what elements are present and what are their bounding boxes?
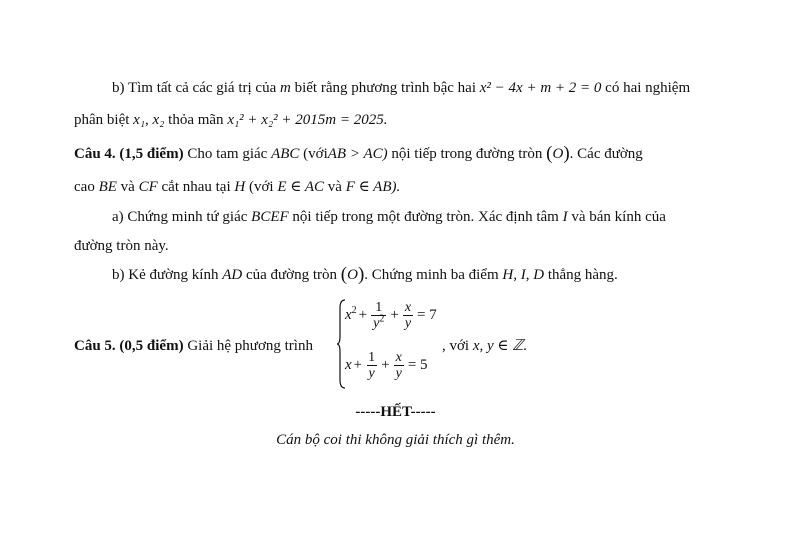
q3b-text: biết rằng phương trình bậc hai [294, 80, 477, 96]
q3b-text: phân biệt [74, 112, 130, 128]
var-m: m [279, 80, 291, 96]
q4-text: và [327, 179, 342, 195]
roots: x₁, x₂ [133, 112, 165, 128]
diameter-ad: AD [222, 267, 243, 283]
root-condition: x₁² + x₂² + 2015m = 2025. [227, 112, 388, 128]
numerator: x [404, 300, 412, 315]
f-in-ab: F ∈ AB). [345, 179, 401, 195]
q3b-line1 [112, 78, 690, 98]
q4b-label: b) Kẻ đường kính [112, 267, 219, 283]
e-in-ac: E ∈ AC [277, 179, 325, 195]
eq1-x2: $x^2$ [345, 305, 357, 323]
equation-system [337, 298, 457, 390]
altitude-be: BE [98, 179, 117, 195]
paren-close: ) [563, 143, 570, 164]
q5-text: , với [442, 338, 470, 354]
q4-text: Cho tam giác [187, 146, 268, 162]
q4-text: cắt nhau tại [161, 179, 231, 195]
q4-text: nội tiếp trong đường tròn [391, 146, 543, 162]
q4a-line2 [74, 236, 169, 256]
q4-text: (với [303, 146, 328, 162]
point-h: H [234, 179, 246, 195]
q4a-text: đường tròn này. [74, 238, 169, 254]
q5-line [74, 336, 313, 356]
paren-open: ( [546, 143, 553, 164]
eq2-rhs: = 5 [407, 357, 428, 373]
triangle-abc: ABC [271, 146, 300, 162]
equation-1 [345, 300, 439, 331]
q4a-text: nội tiếp trong một đường tròn. Xác định tâm [292, 209, 559, 225]
denominator: y [395, 366, 402, 381]
center-i: I [562, 209, 568, 225]
circle-o: O [552, 146, 564, 162]
q4a-line1 [112, 207, 666, 227]
q5-domain [442, 336, 527, 356]
q4-heading: Câu 4. (1,5 điểm) [74, 146, 184, 162]
numerator: x [395, 350, 402, 365]
denominator: y [368, 366, 375, 381]
denominator: y [404, 316, 412, 331]
domain-xy-z: x, y ∈ ℤ. [472, 338, 528, 354]
ineq-ab-ac: AB > AC) [327, 146, 388, 162]
fraction-x-over-y [403, 300, 413, 331]
q4-text: và [120, 179, 135, 195]
circle-o: O [347, 267, 358, 283]
q3b-line2 [74, 110, 388, 130]
q3b-label: b) Tìm tất cả các giá trị của [112, 80, 277, 96]
q4a-text: và bán kính của [571, 209, 666, 225]
fraction-1-over-y [366, 350, 377, 381]
fraction-x-over-y [394, 350, 404, 381]
end-marker: -----HẾT----- [355, 404, 436, 420]
eq2-x: x [345, 357, 352, 373]
plus-sign: + [353, 357, 363, 373]
quad-bcef: BCEF [251, 209, 289, 225]
q4b-text: . Chứng minh ba điểm [364, 267, 499, 283]
paren-close: ) [357, 264, 365, 285]
q5-heading: Câu 5. (0,5 điểm) [74, 338, 184, 354]
q4-text: cao [74, 179, 95, 195]
fraction-1-over-y2 [371, 300, 386, 331]
altitude-cf: CF [138, 179, 158, 195]
q4a-label: a) Chứng minh tứ giác [112, 209, 248, 225]
quadratic-equation: x² − 4x + m + 2 = 0 [479, 80, 602, 96]
denominator: $y^2$ [373, 313, 385, 331]
q3b-text: có hai nghiệm [605, 80, 691, 96]
eq1-rhs: = 7 [417, 307, 437, 323]
q4b-text: thẳng hàng. [547, 267, 618, 283]
plus-sign: + [390, 307, 399, 323]
q5-text: Giải hệ phương trình [187, 338, 313, 354]
points-hid: H, I, D [502, 267, 545, 283]
q3b-text: thỏa mãn [168, 112, 224, 128]
paren-open: ( [340, 264, 348, 285]
plus-sign: + [358, 307, 368, 323]
q4-text: . Các đường [569, 146, 643, 162]
q4b-line [112, 265, 618, 285]
q4b-text: của đường tròn [245, 267, 338, 283]
numerator: 1 [368, 350, 376, 365]
plus-sign: + [381, 357, 390, 373]
q4-line2 [74, 177, 400, 197]
q4-line1 [74, 144, 643, 164]
equation-2 [345, 350, 430, 381]
q4-text: (với [248, 179, 274, 195]
numerator: 1 [375, 300, 383, 315]
footer-note: Cán bộ coi thi không giải thích gì thêm. [276, 432, 515, 448]
